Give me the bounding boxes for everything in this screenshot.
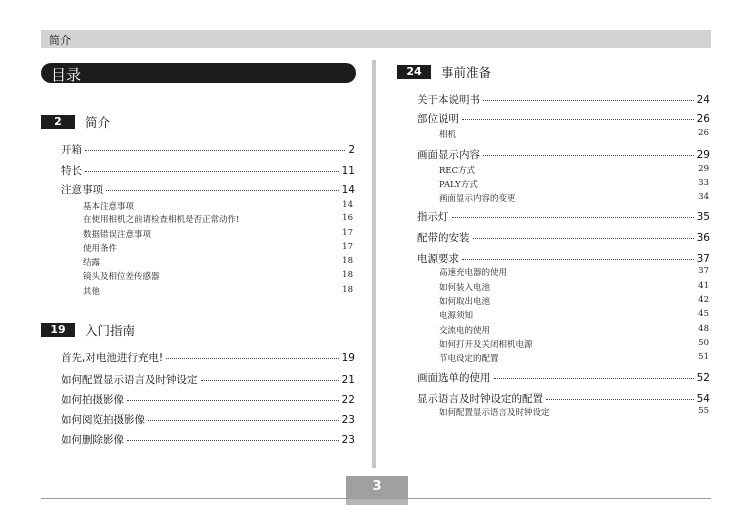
toc-subentry-page: 48 (698, 324, 709, 334)
toc-subentry-page: 17 (342, 228, 353, 238)
section-title: 入门指南 (85, 323, 136, 338)
toc-entry[interactable] (417, 230, 710, 246)
toc-subentry-label: 电源须知 (439, 311, 474, 321)
toc-entry-page: 22 (341, 394, 355, 406)
toc-subentry[interactable] (83, 200, 353, 212)
toc-entry-label: 显示语言及时钟设定的配置 (417, 393, 543, 405)
toc-entry[interactable] (61, 392, 355, 408)
toc-subentry-label: 结露 (83, 258, 101, 268)
toc-subentry-page: 26 (698, 128, 709, 138)
section-number: 24 (397, 65, 431, 79)
toc-entry[interactable] (417, 370, 710, 386)
dot-leader (483, 155, 694, 156)
column-divider (372, 60, 376, 468)
toc-subentry[interactable] (439, 266, 709, 278)
toc-entry-label: 画面显示内容 (417, 149, 480, 161)
toc-entry-page: 52 (696, 372, 710, 384)
dot-leader (473, 238, 694, 239)
toc-entry[interactable] (61, 432, 355, 448)
toc-subentry-page: 50 (698, 338, 709, 348)
page-number-strip (346, 499, 408, 505)
toc-entry[interactable] (61, 182, 355, 198)
toc-subentry[interactable] (439, 178, 709, 190)
toc-title: 目录 (51, 66, 82, 84)
toc-subentry-label: 交流电的使用 (439, 326, 491, 336)
toc-subentry-label: 在使用相机之前请检查相机是否正常动作! (83, 215, 240, 225)
toc-entry-label: 电源要求 (417, 253, 459, 265)
toc-entry-page: 14 (341, 184, 355, 196)
toc-entry-page: 54 (696, 393, 710, 405)
toc-entry-page: 23 (341, 414, 355, 426)
toc-entry-label: 如何阅览拍摄影像 (61, 414, 145, 426)
toc-subentry-page: 51 (698, 352, 709, 362)
toc-subentry[interactable] (439, 406, 709, 418)
page-number: 3 (372, 479, 382, 494)
dot-leader (483, 100, 694, 101)
toc-subentry-label: 镜头及相位差传感器 (83, 272, 160, 282)
toc-subentry-page: 18 (342, 256, 353, 266)
toc-entry-label: 部位说明 (417, 113, 459, 125)
toc-entry-label: 画面选单的使用 (417, 372, 491, 384)
toc-entry-label: 如何删除影像 (61, 434, 124, 446)
toc-entry[interactable] (61, 350, 355, 366)
toc-subentry-page: 14 (342, 200, 353, 210)
toc-entry[interactable] (417, 391, 710, 407)
toc-subentry-label: 画面显示内容的变更 (439, 194, 516, 204)
header-bar (41, 30, 711, 48)
section-heading (41, 113, 110, 131)
page-number-box (346, 476, 408, 498)
toc-subentry-label: 如何打开及关闭相机电源 (439, 340, 533, 350)
toc-entry[interactable] (417, 111, 710, 127)
toc-title-bar (41, 63, 356, 83)
toc-subentry[interactable] (439, 352, 709, 364)
toc-subentry-page: 41 (698, 281, 709, 291)
toc-entry-page: 24 (696, 94, 710, 106)
toc-entry-page: 21 (341, 374, 355, 386)
toc-subentry-page: 16 (342, 213, 353, 223)
toc-subentry[interactable] (83, 256, 353, 268)
toc-entry[interactable] (417, 92, 710, 108)
section-number: 2 (41, 115, 75, 129)
toc-entry-label: 指示灯 (417, 211, 449, 223)
toc-subentry[interactable] (439, 295, 709, 307)
toc-subentry[interactable] (83, 270, 353, 282)
toc-subentry[interactable] (83, 213, 353, 225)
dot-leader (127, 400, 339, 401)
dot-leader (148, 420, 339, 421)
toc-entry-page: 2 (348, 144, 355, 156)
toc-subentry[interactable] (439, 128, 709, 140)
toc-entry-page: 19 (341, 352, 355, 364)
dot-leader (106, 190, 339, 191)
toc-subentry-label: REC方式 (439, 166, 476, 176)
toc-subentry-label: PALY方式 (439, 180, 478, 190)
toc-entry[interactable] (417, 251, 710, 267)
dot-leader (127, 440, 339, 441)
toc-subentry[interactable] (83, 242, 353, 254)
toc-entry-label: 如何拍摄影像 (61, 394, 124, 406)
section-heading (41, 321, 135, 339)
toc-entry-page: 37 (696, 253, 710, 265)
toc-entry-label: 配带的安装 (417, 232, 470, 244)
toc-subentry-label: 如何装入电池 (439, 283, 491, 293)
toc-subentry-page: 33 (698, 178, 709, 188)
toc-subentry[interactable] (439, 281, 709, 293)
toc-entry-page: 11 (341, 165, 355, 177)
toc-entry-label: 开箱 (61, 144, 82, 156)
toc-subentry-page: 29 (698, 164, 709, 174)
toc-subentry-page: 42 (698, 295, 709, 305)
toc-entry-label: 特长 (61, 165, 82, 177)
header-label: 简介 (49, 34, 71, 47)
toc-entry[interactable] (61, 372, 355, 388)
toc-entry-label: 如何配置显示语言及时钟设定 (61, 374, 198, 386)
toc-subentry-label: 使用条件 (83, 244, 118, 254)
dot-leader (462, 259, 694, 260)
toc-subentry[interactable] (439, 324, 709, 336)
dot-leader (452, 217, 694, 218)
toc-subentry-label: 节电设定的配置 (439, 354, 499, 364)
toc-entry-label: 关于本说明书 (417, 94, 480, 106)
toc-entry[interactable] (61, 142, 355, 158)
dot-leader (494, 378, 694, 379)
section-title: 简介 (85, 115, 111, 130)
toc-entry-page: 23 (341, 434, 355, 446)
toc-subentry-label: 如何取出电池 (439, 297, 491, 307)
toc-subentry-page: 34 (698, 192, 709, 202)
dot-leader (462, 119, 694, 120)
toc-entry[interactable] (61, 163, 355, 179)
toc-subentry[interactable] (439, 164, 709, 176)
toc-entry-label: 注意事项 (61, 184, 103, 196)
toc-subentry-page: 55 (698, 406, 709, 416)
toc-subentry-page: 37 (698, 266, 709, 276)
dot-leader (546, 399, 694, 400)
toc-subentry-label: 其他 (83, 287, 101, 297)
toc-subentry-page: 17 (342, 242, 353, 252)
toc-entry[interactable] (417, 147, 710, 163)
section-heading (397, 63, 491, 81)
toc-subentry-label: 相机 (439, 130, 457, 140)
toc-subentry[interactable] (83, 285, 353, 297)
toc-subentry-label: 数据错误注意事项 (83, 230, 152, 240)
toc-subentry[interactable] (439, 192, 709, 204)
dot-leader (85, 171, 339, 172)
toc-subentry-label: 高速充电器的使用 (439, 268, 508, 278)
toc-entry-page: 29 (696, 149, 710, 161)
toc-entry-page: 35 (696, 211, 710, 223)
toc-entry[interactable] (417, 209, 710, 225)
toc-entry-page: 36 (696, 232, 710, 244)
section-number: 19 (41, 323, 75, 337)
toc-subentry-page: 18 (342, 285, 353, 295)
toc-subentry[interactable] (439, 338, 709, 350)
toc-entry-label: 首先,对电池进行充电! (61, 352, 164, 364)
dot-leader (201, 380, 339, 381)
toc-subentry-page: 18 (342, 270, 353, 280)
toc-subentry-page: 45 (698, 309, 709, 319)
dot-leader (166, 358, 339, 359)
section-title: 事前准备 (441, 65, 492, 80)
toc-subentry-label: 基本注意事项 (83, 202, 135, 212)
toc-entry-page: 26 (696, 113, 710, 125)
toc-entry[interactable] (61, 412, 355, 428)
toc-subentry[interactable] (439, 309, 709, 321)
dot-leader (85, 150, 345, 151)
toc-subentry-label: 如何配置显示语言及时钟设定 (439, 408, 550, 418)
toc-subentry[interactable] (83, 228, 353, 240)
